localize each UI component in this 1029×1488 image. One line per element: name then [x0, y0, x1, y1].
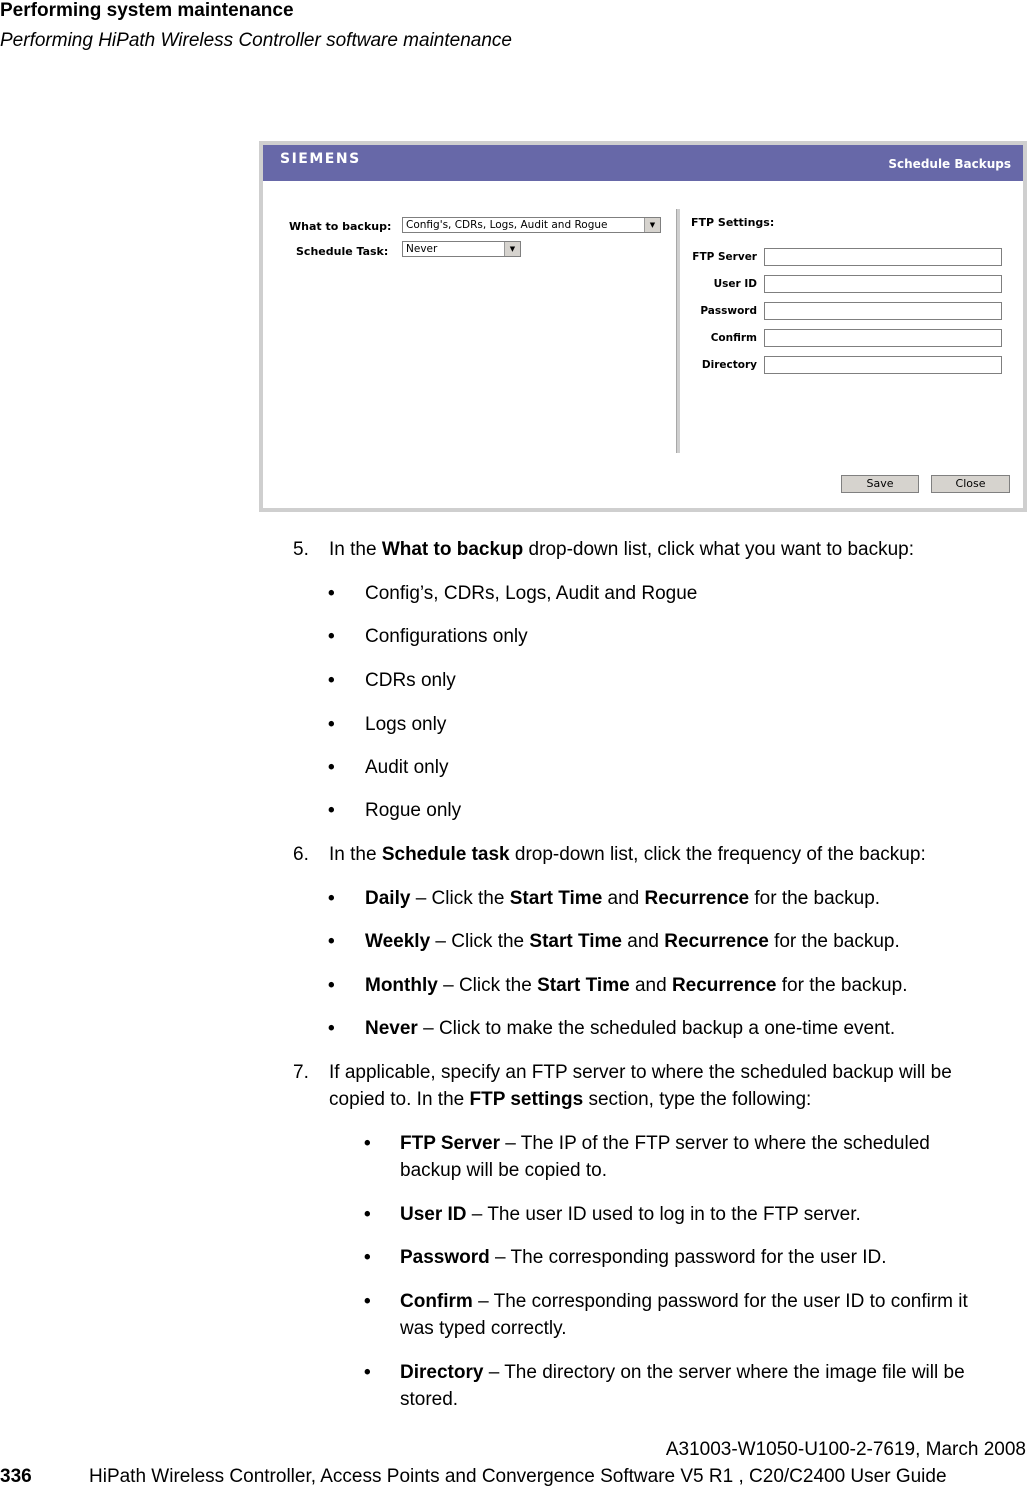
password-label: Password — [700, 305, 757, 317]
schedule-task-value: Never — [406, 243, 438, 255]
list-item-ftp-server-cont: backup will be copied to. — [400, 1160, 608, 1181]
step-7-line-2: copied to. In the FTP settings section, type the following: — [329, 1089, 812, 1110]
list-item-ftp-server: FTP Server – The IP of the FTP server to where the scheduled — [400, 1133, 930, 1154]
list-item-weekly: Weekly – Click the Start Time and Recurrence for the backup. — [365, 931, 900, 952]
bullet: • — [328, 800, 335, 821]
step-7-line-1: If applicable, specify an FTP server to where the scheduled backup will be — [329, 1062, 952, 1083]
confirm-label: Confirm — [710, 332, 757, 344]
list-item: Logs only — [365, 714, 447, 735]
footer-doc-id: A31003-W1050-U100-2-7619, March 2008 — [665, 1439, 1026, 1460]
step-6-text: In the Schedule task drop-down list, click the frequency of the backup: — [329, 844, 926, 865]
list-item: CDRs only — [365, 670, 456, 691]
section-divider — [676, 209, 680, 453]
directory-label: Directory — [701, 359, 757, 371]
step-7-number: 7. — [293, 1062, 309, 1083]
bullet: • — [364, 1291, 371, 1312]
chevron-down-icon: ▼ — [504, 242, 520, 256]
siemens-logo: SIEMENS — [280, 151, 361, 167]
ftp-settings-heading: FTP Settings: — [691, 216, 775, 229]
save-button[interactable]: Save — [841, 475, 919, 493]
bullet: • — [364, 1362, 371, 1383]
list-item-confirm-cont: was typed correctly. — [400, 1318, 567, 1339]
page-header-subtitle: Performing HiPath Wireless Controller software maintenance — [0, 30, 512, 51]
chevron-down-icon: ▼ — [644, 218, 660, 232]
bullet: • — [328, 626, 335, 647]
bullet: • — [328, 670, 335, 691]
bullet: • — [364, 1133, 371, 1154]
confirm-input[interactable] — [764, 329, 1002, 347]
directory-input[interactable] — [764, 356, 1002, 374]
user-id-input[interactable] — [764, 275, 1002, 293]
dialog-banner — [263, 145, 1023, 181]
list-item-never: Never – Click to make the scheduled backup a one-time event. — [365, 1018, 896, 1039]
close-button[interactable]: Close — [931, 475, 1010, 493]
bullet: • — [328, 583, 335, 604]
list-item-user-id: User ID – The user ID used to log in to the FTP server. — [400, 1204, 861, 1225]
bullet: • — [328, 931, 335, 952]
list-item: Configurations only — [365, 626, 528, 647]
ftp-server-label: FTP Server — [692, 251, 757, 263]
list-item-daily: Daily – Click the Start Time and Recurrence for the backup. — [365, 888, 881, 909]
step-6-number: 6. — [293, 844, 309, 865]
schedule-task-select[interactable] — [402, 241, 521, 257]
user-id-label: User ID — [713, 278, 757, 290]
page-number: 336 — [0, 1466, 32, 1487]
what-to-backup-value: Config's, CDRs, Logs, Audit and Rogue — [406, 219, 608, 231]
list-item: Rogue only — [365, 800, 462, 821]
step-5-text: In the What to backup drop-down list, click what you want to backup: — [329, 539, 915, 560]
bullet: • — [328, 714, 335, 735]
ftp-server-input[interactable] — [764, 248, 1002, 266]
list-item: Audit only — [365, 757, 449, 778]
bullet: • — [328, 1018, 335, 1039]
bullet: • — [328, 757, 335, 778]
bullet: • — [364, 1204, 371, 1225]
list-item: Config’s, CDRs, Logs, Audit and Rogue — [365, 583, 698, 604]
bullet: • — [328, 888, 335, 909]
what-to-backup-label: What to backup: — [289, 220, 392, 233]
list-item-confirm: Confirm – The corresponding password for the user ID to confirm it — [400, 1291, 968, 1312]
step-5-number: 5. — [293, 539, 309, 560]
footer-guide-title: HiPath Wireless Controller, Access Points and Convergence Software V5 R1 , C20/C2400 User Guide — [89, 1466, 947, 1487]
bullet: • — [364, 1247, 371, 1268]
list-item-password: Password – The corresponding password for the user ID. — [400, 1247, 887, 1268]
list-item-directory: Directory – The directory on the server where the image file will be — [400, 1362, 965, 1383]
dialog-title: Schedule Backups — [888, 157, 1011, 171]
bullet: • — [328, 975, 335, 996]
password-input[interactable] — [764, 302, 1002, 320]
list-item-monthly: Monthly – Click the Start Time and Recurrence for the backup. — [365, 975, 908, 996]
page-header-title: Performing system maintenance — [0, 0, 294, 21]
schedule-backups-screenshot — [259, 141, 1027, 512]
schedule-task-label: Schedule Task: — [296, 245, 389, 258]
what-to-backup-select[interactable] — [402, 217, 661, 233]
list-item-directory-cont: stored. — [400, 1389, 459, 1410]
